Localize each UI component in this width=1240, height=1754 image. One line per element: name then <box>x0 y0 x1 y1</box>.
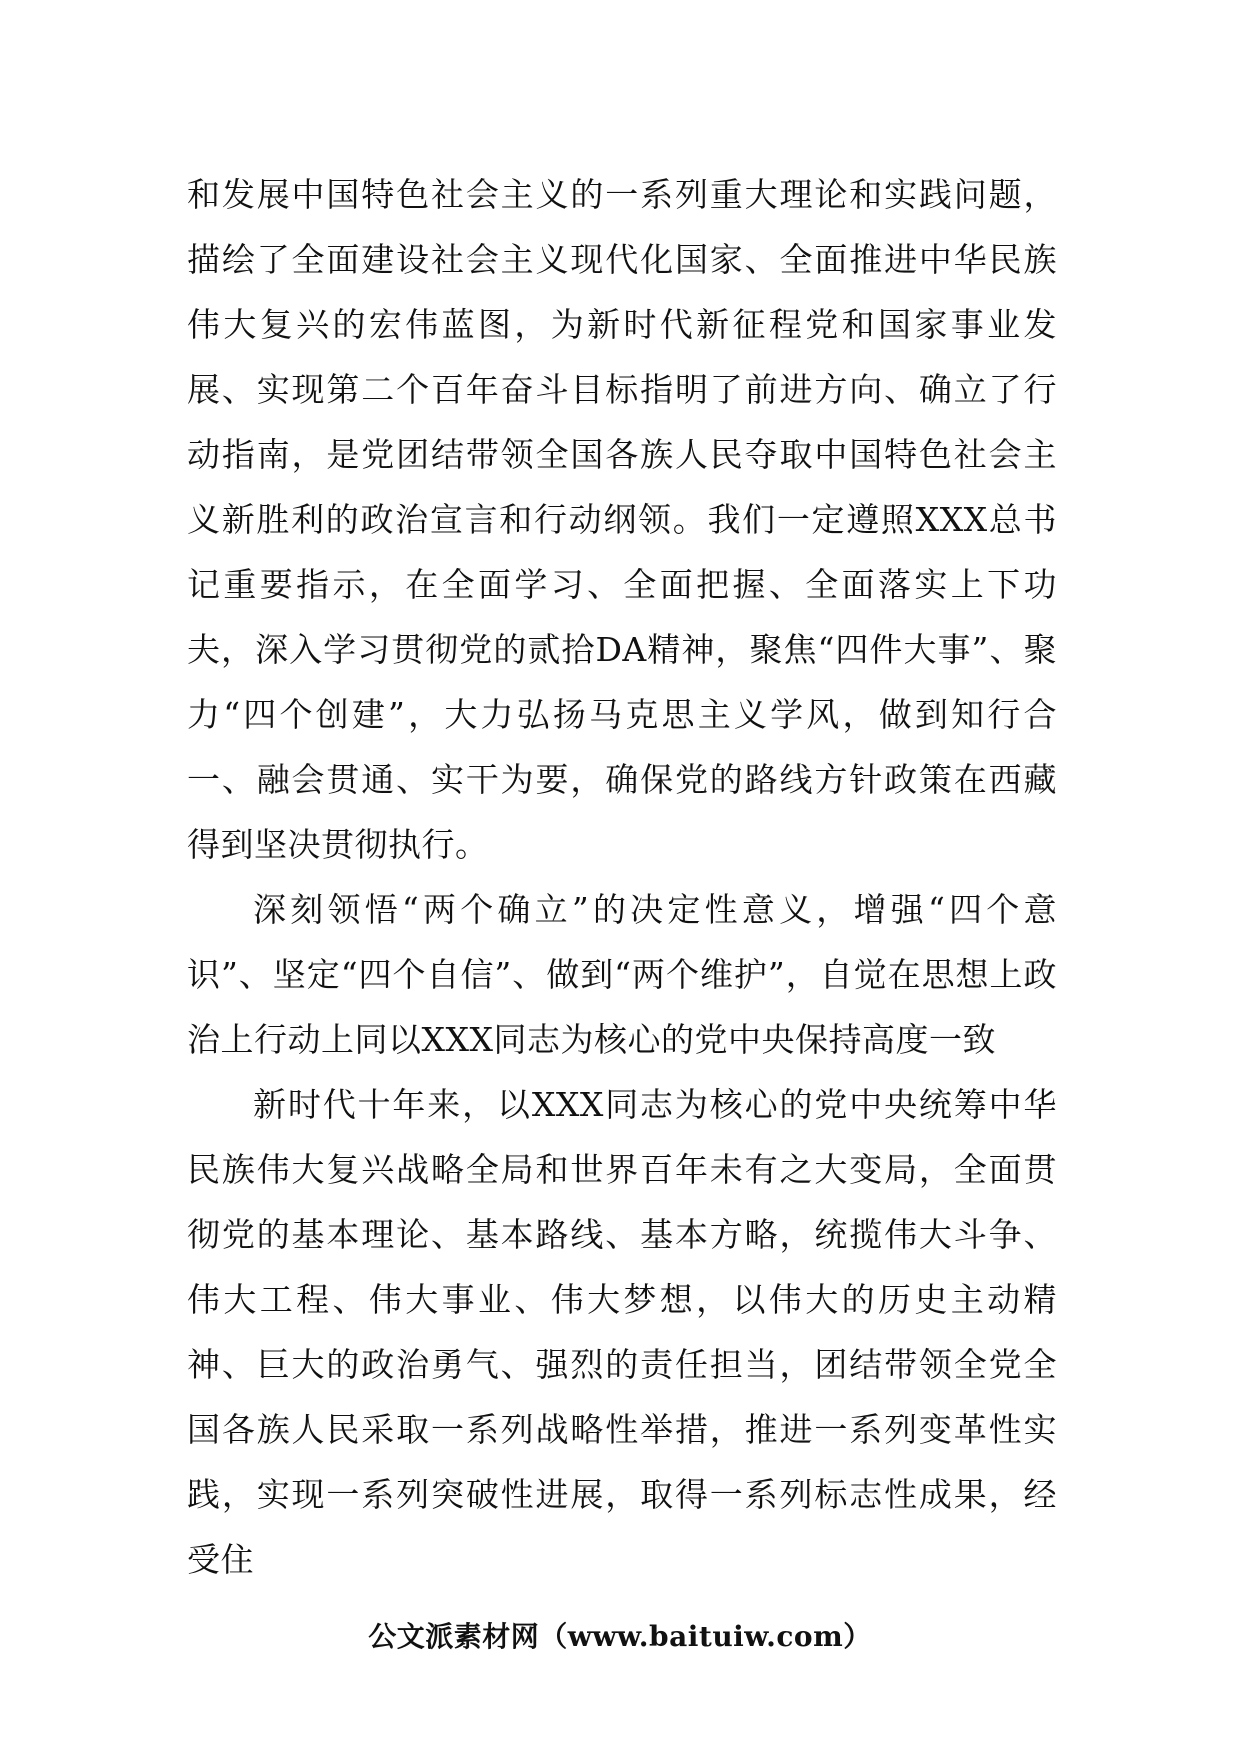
document-body <box>187 162 1057 1592</box>
paragraph-1: 和发展中国特色社会主义的一系列重大理论和实践问题，描绘了全面建设社会主义现代化国家、全面推进中华民族伟大复兴的宏伟蓝图，为新时代新征程党和国家事业发展、实现第二个百年奋斗目标指明了前进方向、确立了行动指南，是党团结带领全国各族人民夺取中国特色社会主义新胜利的政治宣言和行动纲领。我们一定遵照XXX总书记重要指示，在全面学习、全面把握、全面落实上下功夫，深入学习贯彻党的贰拾DA精神，聚焦“四件大事”、聚力“四个创建”，大力弘扬马克思主义学风，做到知行合一、融会贯通、实干为要，确保党的路线方针政策在西藏得到坚决贯彻执行。 <box>187 175 1057 864</box>
paragraph-2: 深刻领悟“两个确立”的决定性意义，增强“四个意识”、坚定“四个自信”、做到“两个维护”，自觉在思想上政治上行动上同以XXX同志为核心的党中央保持高度一致 <box>187 890 1057 1059</box>
paragraph-3: 新时代十年来，以XXX同志为核心的党中央统筹中华民族伟大复兴战略全局和世界百年未有之大变局，全面贯彻党的基本理论、基本路线、基本方略，统揽伟大斗争、伟大工程、伟大事业、伟大梦想，以伟大的历史主动精神、巨大的政治勇气、强烈的责任担当，团结带领全党全国各族人民采取一系列战略性举措，推进一系列变革性实践，实现一系列突破性进展，取得一系列标志性成果，经受住 <box>187 1085 1057 1579</box>
page-footer-watermark: 公文派素材网（www.baituiw.com） <box>368 1620 872 1653</box>
